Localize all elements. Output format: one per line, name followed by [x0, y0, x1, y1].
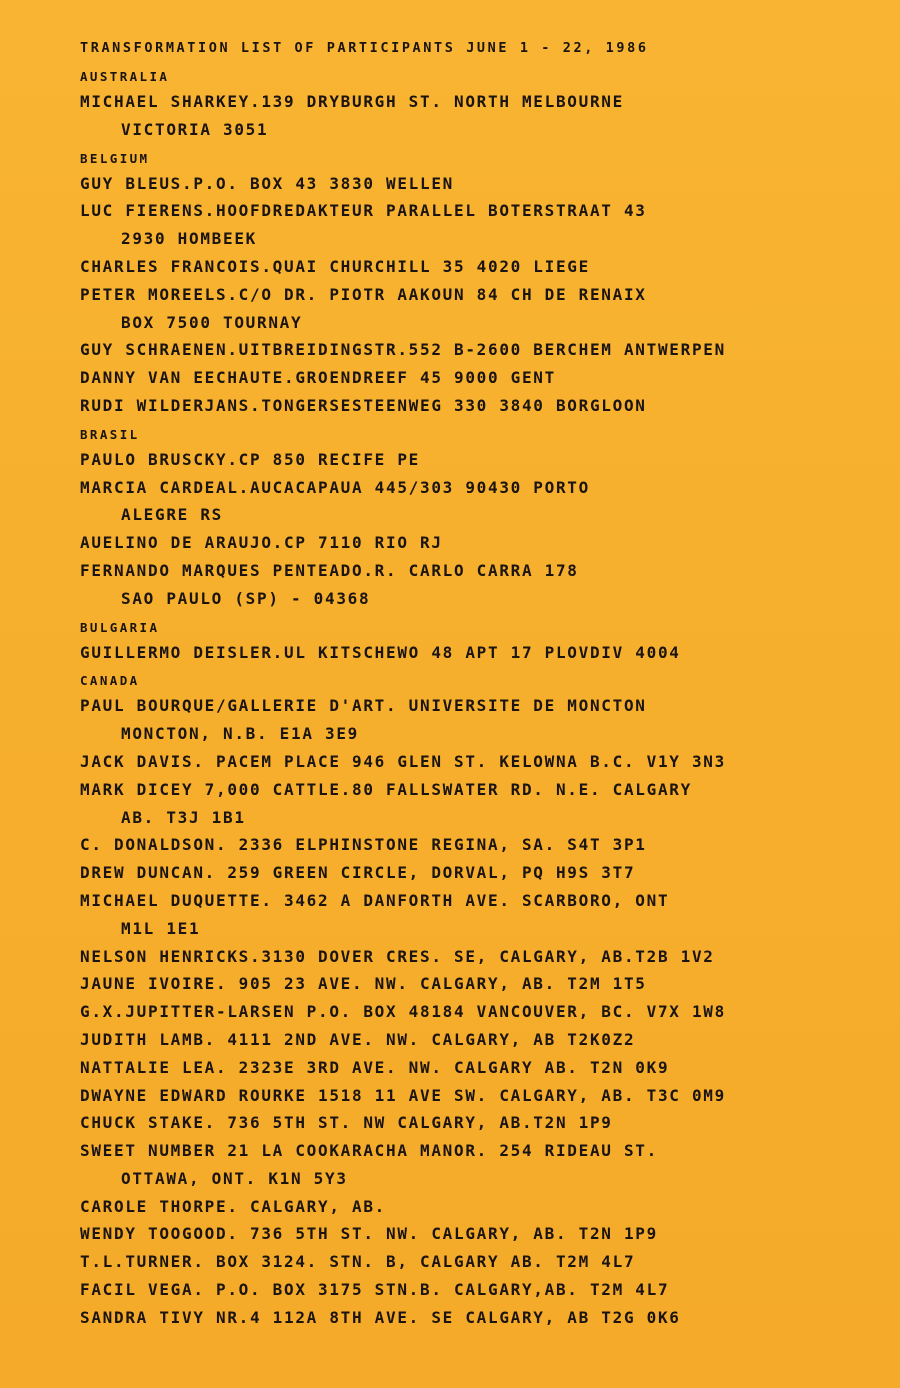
country-section [80, 613, 880, 667]
participant-address: NELSON HENRICKS.3130 DOVER CRES. SE, CALGARY, AB.T2B 1V2 [80, 946, 715, 966]
participant-entry [80, 253, 880, 281]
participant-address: AUELINO DE ARAUJO.CP 7110 RIO RJ [80, 533, 443, 553]
participant-entry [80, 943, 880, 971]
participant-address: MICHAEL DUQUETTE. 3462 A DANFORTH AVE. SCARBORO, ONT [80, 890, 670, 910]
participant-address-continuation: VICTORIA 3051 [121, 119, 269, 139]
country-heading: BULGARIA [80, 619, 160, 635]
participant-entry [80, 1082, 880, 1110]
participant-entry [80, 1193, 880, 1221]
participant-entry [80, 1276, 880, 1304]
participant-entry [80, 392, 880, 420]
participant-address-continuation: MONCTON, N.B. E1A 3E9 [121, 724, 359, 744]
participant-entry [80, 529, 880, 557]
participant-entry [80, 474, 880, 530]
participant-address: PETER MOREELS.C/O DR. PIOTR AAKOUN 84 CH DE RENAIX [80, 284, 647, 304]
participant-address: DREW DUNCAN. 259 GREEN CIRCLE, DORVAL, PQ H9S 3T7 [80, 863, 636, 883]
participant-entry [80, 170, 880, 198]
participant-address: DANNY VAN EECHAUTE.GROENDREEF 45 9000 GENT [80, 368, 556, 388]
participant-address: SANDRA TIVY NR.4 112A 8TH AVE. SE CALGARY, AB T2G 0K6 [80, 1307, 681, 1327]
participant-address: LUC FIERENS.HOOFDREDAKTEUR PARALLEL BOTERSTRAAT 43 [80, 201, 647, 221]
country-section [80, 666, 880, 1331]
participant-address-continuation: ALEGRE RS [121, 505, 223, 525]
participant-entry [80, 1220, 880, 1248]
participant-entry [80, 88, 880, 144]
participant-address: CHUCK STAKE. 736 5TH ST. NW CALGARY, AB.T2N 1P9 [80, 1113, 613, 1133]
participant-address: DWAYNE EDWARD ROURKE 1518 11 AVE SW. CALGARY, AB. T3C 0M9 [80, 1085, 726, 1105]
participant-entry [80, 1109, 880, 1137]
participant-address: PAUL BOURQUE/GALLERIE D'ART. UNIVERSITE DE MONCTON [80, 696, 647, 716]
document-title: TRANSFORMATION LIST OF PARTICIPANTS JUNE 1 - 22, 1986 [80, 40, 649, 56]
participant-address: WENDY TOOGOOD. 736 5TH ST. NW. CALGARY, AB. T2N 1P9 [80, 1224, 658, 1244]
country-section [80, 420, 880, 613]
participant-address: JUDITH LAMB. 4111 2ND AVE. NW. CALGARY, AB T2K0Z2 [80, 1029, 636, 1049]
participant-entry [80, 970, 880, 998]
country-section [80, 62, 880, 144]
participant-address-continuation: OTTAWA, ONT. K1N 5Y3 [121, 1168, 348, 1188]
country-heading: BELGIUM [80, 150, 150, 166]
participant-address: RUDI WILDERJANS.TONGERSESTEENWEG 330 3840 BORGLOON [80, 395, 647, 415]
participant-entry [80, 1137, 880, 1193]
participant-address: T.L.TURNER. BOX 3124. STN. B, CALGARY AB. T2M 4L7 [80, 1252, 636, 1272]
participant-address: NATTALIE LEA. 2323E 3RD AVE. NW. CALGARY AB. T2N 0K9 [80, 1057, 670, 1077]
participant-address-continuation: M1L 1E1 [121, 918, 201, 938]
participant-address: CHARLES FRANCOIS.QUAI CHURCHILL 35 4020 LIEGE [80, 256, 590, 276]
participant-address: FACIL VEGA. P.O. BOX 3175 STN.B. CALGARY,AB. T2M 4L7 [80, 1280, 670, 1300]
participant-entry [80, 887, 880, 943]
country-heading: BRASIL [80, 426, 140, 442]
participant-entry [80, 197, 880, 253]
country-heading: AUSTRALIA [80, 69, 170, 84]
participant-address-continuation: SAO PAULO (SP) - 04368 [121, 588, 371, 608]
participant-entry [80, 748, 880, 776]
participant-entry [80, 859, 880, 887]
participant-entry [80, 557, 880, 613]
participant-entry [80, 639, 880, 667]
participant-entry [80, 336, 880, 364]
participant-address-continuation: 2930 HOMBEEK [121, 229, 257, 249]
country-heading: CANADA [80, 673, 140, 689]
participant-address: JAUNE IVOIRE. 905 23 AVE. NW. CALGARY, AB. T2M 1T5 [80, 974, 647, 994]
participant-entry [80, 1026, 880, 1054]
participant-address: JACK DAVIS. PACEM PLACE 946 GLEN ST. KELOWNA B.C. V1Y 3N3 [80, 751, 726, 771]
participant-address-continuation: BOX 7500 TOURNAY [121, 312, 303, 332]
participant-address: PAULO BRUSCKY.CP 850 RECIFE PE [80, 449, 420, 469]
participant-address: GUILLERMO DEISLER.UL KITSCHEWO 48 APT 17 PLOVDIV 4004 [80, 642, 681, 662]
participant-entry [80, 776, 880, 832]
participant-entry [80, 1054, 880, 1082]
participant-address: CAROLE THORPE. CALGARY, AB. [80, 1196, 386, 1216]
participant-entry [80, 831, 880, 859]
participant-address: C. DONALDSON. 2336 ELPHINSTONE REGINA, SA. S4T 3P1 [80, 835, 647, 855]
participant-address: MICHAEL SHARKEY.139 DRYBURGH ST. NORTH MELBOURNE [80, 92, 624, 111]
participant-entry [80, 281, 880, 337]
participant-address: MARCIA CARDEAL.AUCACAPAUA 445/303 90430 PORTO [80, 477, 590, 497]
participant-entry [80, 446, 880, 474]
participant-entry [80, 998, 880, 1026]
participant-address: SWEET NUMBER 21 LA COOKARACHA MANOR. 254 RIDEAU ST. [80, 1141, 658, 1161]
participant-address: GUY BLEUS.P.O. BOX 43 3830 WELLEN [80, 173, 454, 193]
participant-address: G.X.JUPITTER-LARSEN P.O. BOX 48184 VANCOUVER, BC. V7X 1W8 [80, 1002, 726, 1022]
participant-entry [80, 364, 880, 392]
participant-entry [80, 1304, 880, 1332]
participant-entry [80, 692, 880, 748]
participant-entry [80, 1248, 880, 1276]
country-section [80, 144, 880, 420]
participant-address: GUY SCHRAENEN.UITBREIDINGSTR.552 B-2600 BERCHEM ANTWERPEN [80, 340, 726, 360]
participant-address: MARK DICEY 7,000 CATTLE.80 FALLSWATER RD. N.E. CALGARY [80, 779, 692, 799]
participant-address-continuation: AB. T3J 1B1 [121, 807, 246, 827]
country-sections [80, 62, 880, 1332]
participant-list [80, 34, 880, 1332]
participant-address: FERNANDO MARQUES PENTEADO.R. CARLO CARRA 178 [80, 560, 579, 580]
